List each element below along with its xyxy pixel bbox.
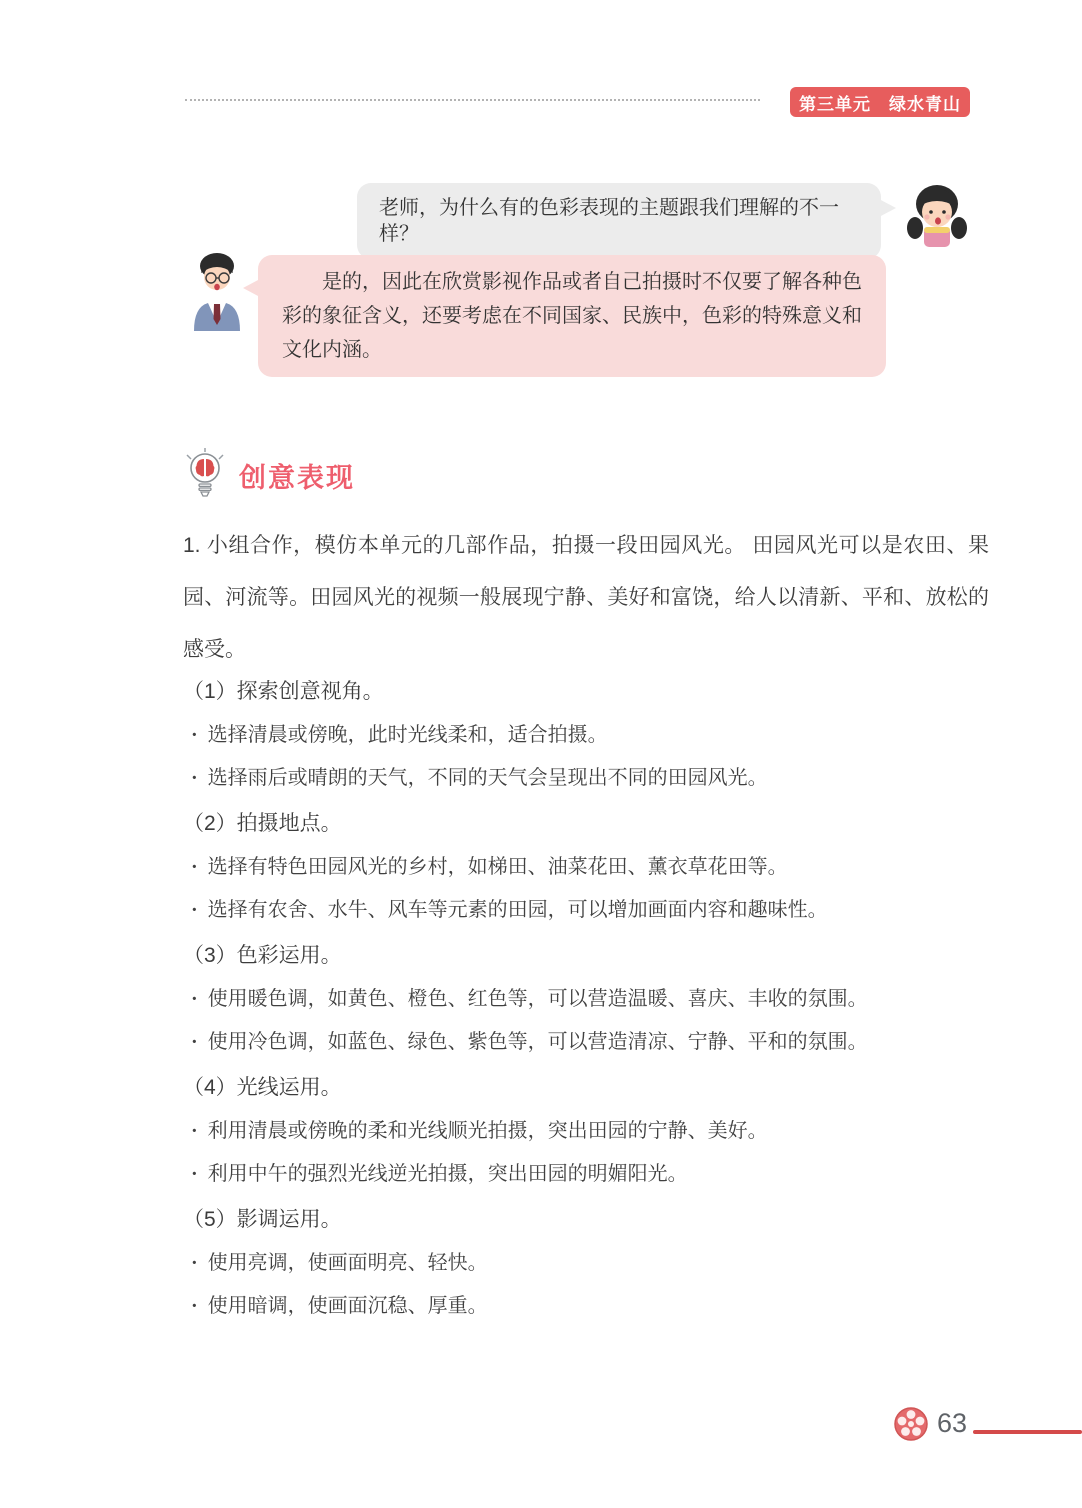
bullet-item: · 使用冷色调，如蓝色、绿色、紫色等，可以营造清凉、宁静、平和的氛围。 bbox=[183, 1021, 995, 1064]
bubble-tail-right bbox=[879, 199, 896, 217]
subsection-4 bbox=[183, 1072, 995, 1196]
header-dotted-rule bbox=[185, 99, 760, 101]
subsection-heading: （5）影调运用。 bbox=[183, 1208, 342, 1231]
bullet-item: · 利用清晨或傍晚的柔和光线顺光拍摄，突出田园的宁静、美好。 bbox=[183, 1110, 995, 1153]
bullet-item: · 选择清晨或傍晚，此时光线柔和，适合拍摄。 bbox=[183, 714, 995, 757]
bullet-item: · 选择雨后或晴朗的天气，不同的天气会呈现出不同的田园风光。 bbox=[183, 757, 995, 800]
subsection-heading: （2）拍摄地点。 bbox=[183, 812, 342, 835]
teacher-speech-bubble bbox=[258, 255, 886, 377]
girl-student-avatar bbox=[903, 179, 971, 247]
teacher-answer-text: 是的，因此在欣赏影视作品或者自己拍摄时不仅要了解各种色彩的象征含义，还要考虑在不同国家、民族中，色彩的特殊意义和文化内涵。 bbox=[282, 271, 862, 361]
lead-paragraph: 1. 小组合作，模仿本单元的几部作品，拍摄一段田园风光。 田园风光可以是农田、果园、河流等。田园风光的视频一般展现宁静、美好和富饶，给人以清新、平和、放松的感受。 bbox=[183, 534, 989, 661]
student-speech-bubble bbox=[357, 183, 881, 259]
male-teacher-avatar bbox=[186, 251, 248, 331]
bullet-item: · 选择有农舍、水牛、风车等元素的田园，可以增加画面内容和趣味性。 bbox=[183, 889, 995, 932]
bullet-item: · 使用暖色调，如黄色、橙色、红色等，可以营造温暖、喜庆、丰收的氛围。 bbox=[183, 978, 995, 1021]
unit-badge: 第三单元 绿水青山 bbox=[790, 87, 970, 117]
subsection-3 bbox=[183, 940, 995, 1064]
bullet-item: · 使用亮调，使画面明亮、轻快。 bbox=[183, 1242, 995, 1285]
bullet-item: · 使用暗调，使画面沉稳、厚重。 bbox=[183, 1285, 995, 1328]
page-number: 63 bbox=[937, 1408, 968, 1438]
subsection-2 bbox=[183, 808, 995, 932]
student-question-text: 老师，为什么有的色彩表现的主题跟我们理解的不一样？ bbox=[379, 197, 839, 245]
subsection-heading: （1）探索创意视角。 bbox=[183, 680, 384, 703]
film-reel-icon bbox=[893, 1406, 929, 1442]
bullet-item: · 利用中午的强烈光线逆光拍摄，突出田园的明媚阳光。 bbox=[183, 1153, 995, 1196]
girl-avatar-illustration bbox=[903, 179, 971, 247]
bubble-tail-left bbox=[243, 279, 260, 297]
teacher-avatar-illustration bbox=[186, 251, 248, 331]
subsection-5 bbox=[183, 1204, 995, 1328]
section-title: 创意表现 bbox=[239, 463, 355, 493]
subsection-1 bbox=[183, 676, 995, 800]
footer-rule bbox=[973, 1430, 1082, 1434]
bullet-item: · 选择有特色田园风光的乡村，如梯田、油菜花田、薰衣草花田等。 bbox=[183, 846, 995, 889]
subsections bbox=[183, 676, 995, 1336]
subsection-heading: （4）光线运用。 bbox=[183, 1076, 342, 1099]
subsection-heading: （3）色彩运用。 bbox=[183, 944, 342, 967]
section-header bbox=[183, 447, 355, 504]
lightbulb-brain-icon bbox=[183, 447, 227, 504]
